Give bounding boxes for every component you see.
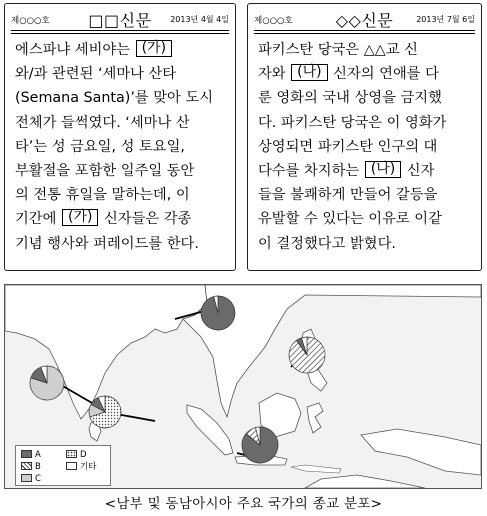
article-text: 파키스탄 당국은 △△교 신 (258, 42, 418, 58)
article-text: 에스파냐 세비야는 (15, 42, 135, 58)
legend-item-c (21, 474, 41, 484)
article-line (258, 111, 473, 135)
publication-date: 2013년 4월 4일 (170, 15, 229, 24)
legend-item-d (66, 450, 87, 460)
header-rule-thin (254, 33, 475, 34)
article-text: 전체가 들썩였다. ‘세마나 산 (15, 114, 190, 131)
pie-pakistan (201, 296, 235, 330)
article-line (15, 135, 227, 159)
legend-label: C (35, 474, 41, 484)
publication-date: 2013년 7월 6일 (416, 15, 475, 24)
article-text: 유발할 수 있다는 이유로 이같 (258, 211, 442, 228)
legend-item-a (21, 450, 41, 460)
newspaper-title: ◇◇신문 (335, 11, 394, 30)
article-text: 신자의 연애를 다 (328, 66, 439, 83)
pie-sri-lanka (89, 396, 121, 428)
legend-label: B (35, 462, 41, 472)
newspaper-title: □□신문 (88, 11, 152, 30)
article-line (258, 183, 473, 207)
article-line (258, 159, 473, 183)
article-text: 기간에 (15, 211, 61, 228)
article-line (15, 207, 227, 231)
map-legend (15, 445, 111, 486)
answer-blank-box: (나) (291, 64, 327, 81)
answer-blank-box: (가) (62, 209, 98, 226)
legend-label: D (80, 450, 87, 460)
legend-label: A (35, 450, 41, 460)
answer-blank-box: (가) (136, 40, 172, 57)
article-line (15, 38, 227, 62)
figure-caption: <남부 및 동남아시아 주요 국가의 종교 분포> (104, 496, 383, 512)
article-text: 부활절을 포함한 일주일 동안 (15, 162, 195, 179)
article-text: (Semana Santa)’를 맞아 도시 (15, 90, 214, 107)
pie-india (30, 366, 64, 400)
article-line (258, 86, 473, 110)
legend-item-other (66, 462, 96, 472)
issue-number: 제○○○호 (11, 16, 50, 26)
newspaper-clipping-1 (4, 3, 236, 271)
article-text: 자와 (258, 66, 291, 83)
header-rule (11, 30, 229, 31)
article-text: 신자들은 각종 (99, 211, 192, 228)
article-text: 기념 행사와 퍼레이드를 한다. (15, 235, 199, 252)
legend-swatch (21, 462, 32, 470)
article-text: 상영되면 파키스탄 인구의 대 (258, 138, 438, 155)
article-line (15, 111, 227, 135)
article-line (258, 232, 473, 256)
article-text: 타’는 성 금요일, 성 토요일, (15, 138, 185, 155)
article-text: 들을 불쾌하게 만들어 갈등을 (258, 187, 438, 204)
article-text: 와/과 관련된 ‘세마나 산타 (15, 66, 177, 83)
newspaper-clipping-2 (247, 3, 482, 271)
legend-item-b (21, 462, 41, 472)
article-text: 의 전통 휴일을 말하는데, 이 (15, 187, 190, 204)
article-line (15, 86, 227, 110)
issue-number: 제○○○호 (254, 16, 293, 26)
article-text: 다. 파키스탄 당국은 이 영화가 (258, 114, 447, 131)
article-text: 룬 영화의 국내 상영을 금지했 (258, 90, 442, 107)
legend-swatch (21, 474, 32, 482)
article-body (258, 38, 473, 256)
newspaper-header (254, 8, 475, 30)
pie-indonesia (242, 427, 278, 463)
article-line (258, 38, 473, 62)
article-line (15, 62, 227, 86)
legend-swatch (66, 462, 77, 470)
article-line (258, 135, 473, 159)
header-rule (254, 30, 475, 31)
article-text: 다수를 차지하는 (258, 162, 364, 179)
article-line (15, 183, 227, 207)
article-text: 이 결정했다고 밝혔다. (258, 235, 396, 252)
legend-swatch (21, 450, 32, 458)
newspaper-header (11, 8, 229, 30)
legend-label: 기타 (80, 462, 97, 472)
article-text: 신자 (402, 162, 435, 179)
article-line (258, 207, 473, 231)
legend-swatch (66, 450, 77, 458)
article-line (258, 62, 473, 86)
header-rule-thin (11, 33, 229, 34)
pie-philippines (289, 337, 325, 373)
article-line (15, 232, 227, 256)
answer-blank-box: (나) (365, 161, 401, 178)
article-line (15, 159, 227, 183)
religion-distribution-map (4, 284, 482, 489)
article-body (15, 38, 227, 256)
